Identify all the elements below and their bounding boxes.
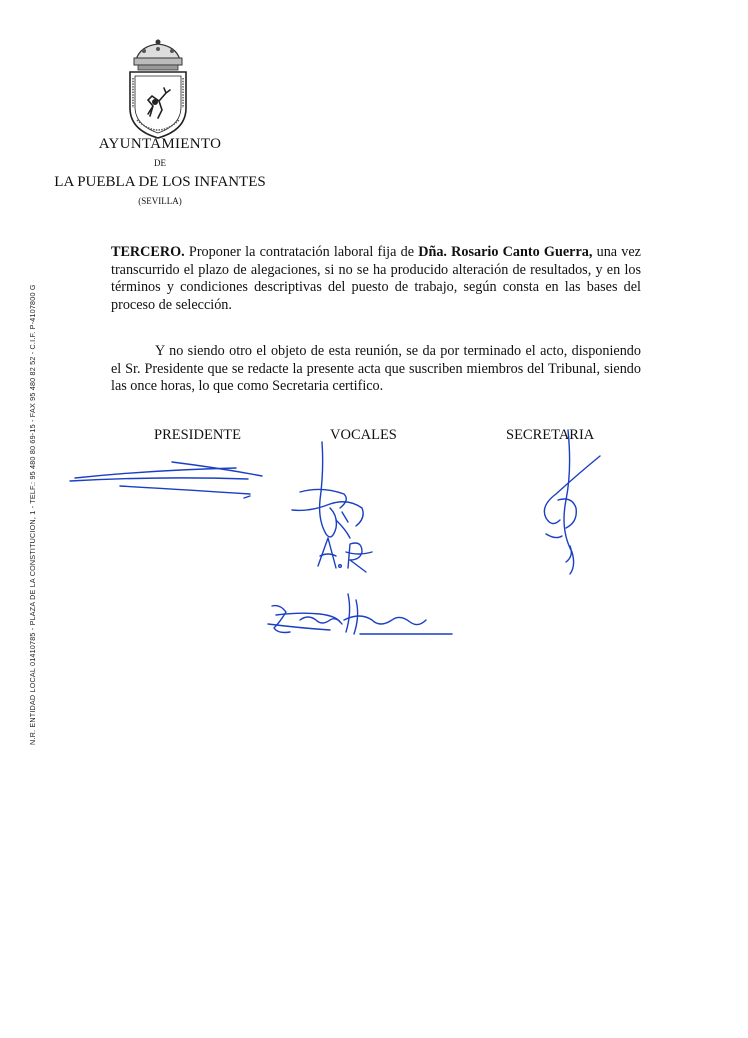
closing-text: Y no siendo otro el objeto de esta reunión, se da por terminado el acto, disponiendo el Sr. Presidente que se redacte la presente acta que suscriben miembros del Tribunal, siendo las once horas, lo que como Secretaria certifico. xyxy=(111,343,641,394)
paragraph-lead: TERCERO. xyxy=(111,244,185,260)
vocal-signature-2 xyxy=(318,538,372,572)
paragraph-closing xyxy=(111,343,641,396)
paragraph-text-a: Proponer la contratación laboral fija de xyxy=(184,244,419,260)
vocales-label: VOCALES xyxy=(330,427,397,443)
org-name-line1: AYUNTAMIENTO xyxy=(98,136,222,152)
secretary-label: SECRETARIA xyxy=(506,427,595,443)
org-name-line3: LA PUEBLA DE LOS INFANTES xyxy=(54,174,266,190)
paragraph-tercero xyxy=(111,244,641,314)
org-name-line2: DE xyxy=(154,158,166,168)
candidate-name: Dña. Rosario Canto Guerra, xyxy=(418,244,593,260)
vocal-signature-1 xyxy=(292,442,363,538)
margin-entity-info: N.R. ENTIDAD LOCAL 01410785 - PLAZA DE LA CONSTITUCION, 1 - TELF.: 95 480 80 69-15 - FAX 95 480 82 52 - C.I.F. P-4107800 G xyxy=(28,284,37,745)
coat-of-arms-icon xyxy=(122,38,194,140)
president-signature xyxy=(70,462,262,498)
secretary-signature xyxy=(544,430,600,574)
paragraph-text-b: una vez transcurrido el plazo de alegaciones, si no se ha producido alteración de resultados, y en los términos y condiciones descriptivas del puesto de trabajo, según consta en las bases del proceso de selección. xyxy=(111,244,641,313)
vocal-signature-3 xyxy=(268,594,452,634)
org-province: (SEVILLA) xyxy=(138,196,182,206)
president-label: PRESIDENTE xyxy=(154,427,241,443)
